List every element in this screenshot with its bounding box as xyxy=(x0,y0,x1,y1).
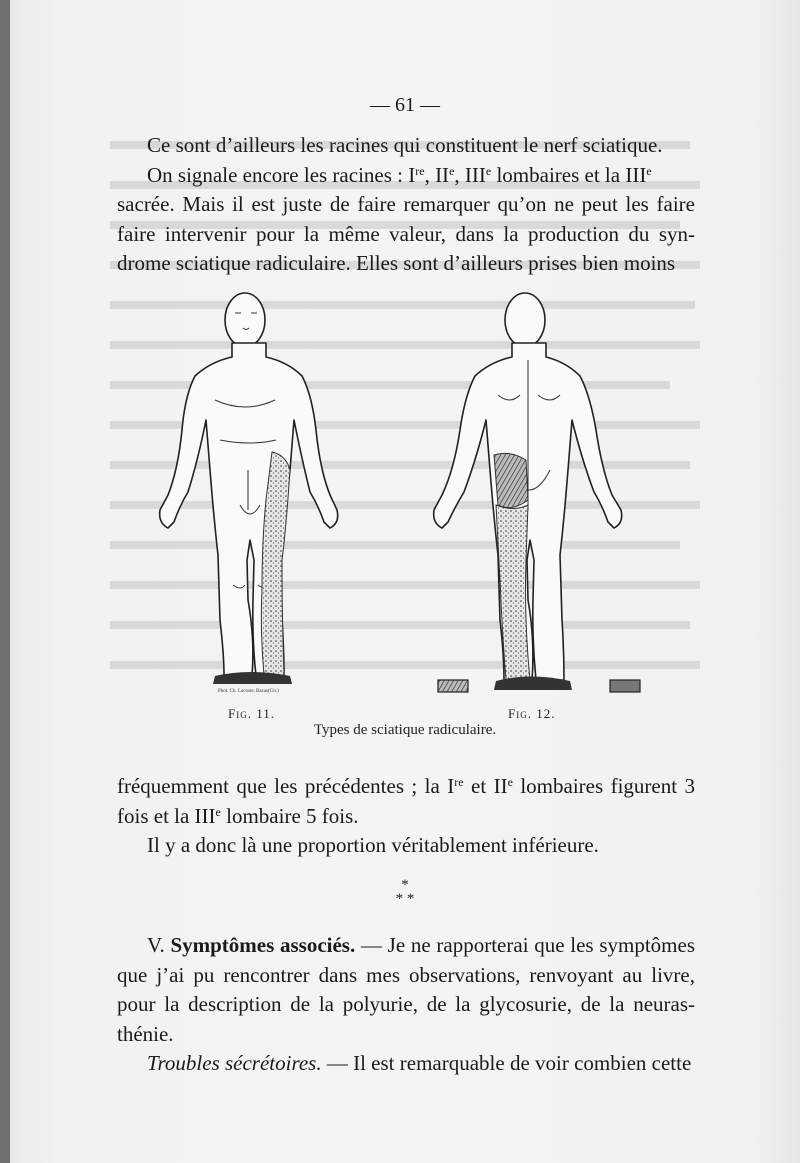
section-heading: Symptômes associés. xyxy=(170,933,356,957)
paragraph-2-start: On signale encore les racines : I xyxy=(147,162,416,187)
paragraph-6 xyxy=(117,931,695,1049)
superscript-e: e xyxy=(646,163,652,178)
paragraph-7-body: — Il est remarquable de voir combien cette xyxy=(321,1051,692,1075)
superscript-e: e xyxy=(485,163,492,178)
section-number: V. xyxy=(147,933,165,957)
paragraph-1: Ce sont d’ailleurs les racines qui constituent le nerf sciatique. xyxy=(147,133,663,157)
text-block-section-v xyxy=(117,931,695,1079)
asterism xyxy=(10,878,800,906)
text-block-bottom xyxy=(117,772,695,861)
superscript-e: e xyxy=(215,804,221,819)
root-iii: III xyxy=(464,162,486,187)
figure-11-label: Fig. 11. xyxy=(228,706,275,721)
paragraph-4-part-a: fréquemment que les précédentes ; la I xyxy=(117,774,455,798)
figure-back-affected-leg xyxy=(496,505,530,680)
asterism-top: * xyxy=(401,877,409,893)
figure-back-affected-buttock xyxy=(494,453,528,507)
root-text: lombaires et la xyxy=(496,162,621,187)
legend-swatch-left xyxy=(438,680,468,692)
superscript-re: re xyxy=(454,775,464,789)
paragraph-7 xyxy=(117,1049,695,1079)
page-sheet xyxy=(10,0,800,1163)
paragraph-6-body: — Je ne rapporterai que les symptômes que j’ai pu rencontrer dans mes observations, renvoyant au livre, pour la description de la polyurie, de la glycosurie, de la neurasthénie. xyxy=(117,933,695,1046)
root-iii-sacral: III xyxy=(625,162,647,187)
sciatica-figures xyxy=(10,0,800,760)
paragraph-4 xyxy=(117,772,695,831)
paragraph-4-part-b: et II xyxy=(463,774,508,798)
superscript-e: e xyxy=(507,775,513,789)
page-number: — 61 — xyxy=(370,94,440,116)
comma: , xyxy=(454,162,460,187)
superscript-e: e xyxy=(449,163,455,178)
engraver-credit: Phot. Ch. Lacoste, Bazas(Gir.) xyxy=(218,689,279,694)
paragraph-4-part-c: lombaires figurent 3 fois et la III xyxy=(117,774,695,828)
asterism-bottom: * * xyxy=(395,891,415,907)
figure-caption: Types de sciatique radiculaire. xyxy=(313,722,497,738)
root-ii: II xyxy=(435,162,450,187)
figure-12-label: Fig. 12. xyxy=(508,706,556,721)
legend-swatch-right xyxy=(610,680,640,692)
subheading-troubles-secretoires: Troubles sécrétoires. xyxy=(147,1051,322,1075)
paragraph-5: Il y a donc là une proportion véritablement inférieure. xyxy=(147,833,599,857)
figure-front-body xyxy=(160,293,338,675)
superscript-re: re xyxy=(415,163,425,178)
paragraph-4-part-d: lombaire 5 fois. xyxy=(220,803,359,828)
paragraph-3: sacrée. Mais il est juste de faire remarquer qu’on ne peut les faire faire intervenir pour la même valeur, dans la production du syndrome sciatique radiculaire. Elles sont d’ailleurs prises bien moins xyxy=(117,192,695,275)
comma: , xyxy=(424,162,430,187)
